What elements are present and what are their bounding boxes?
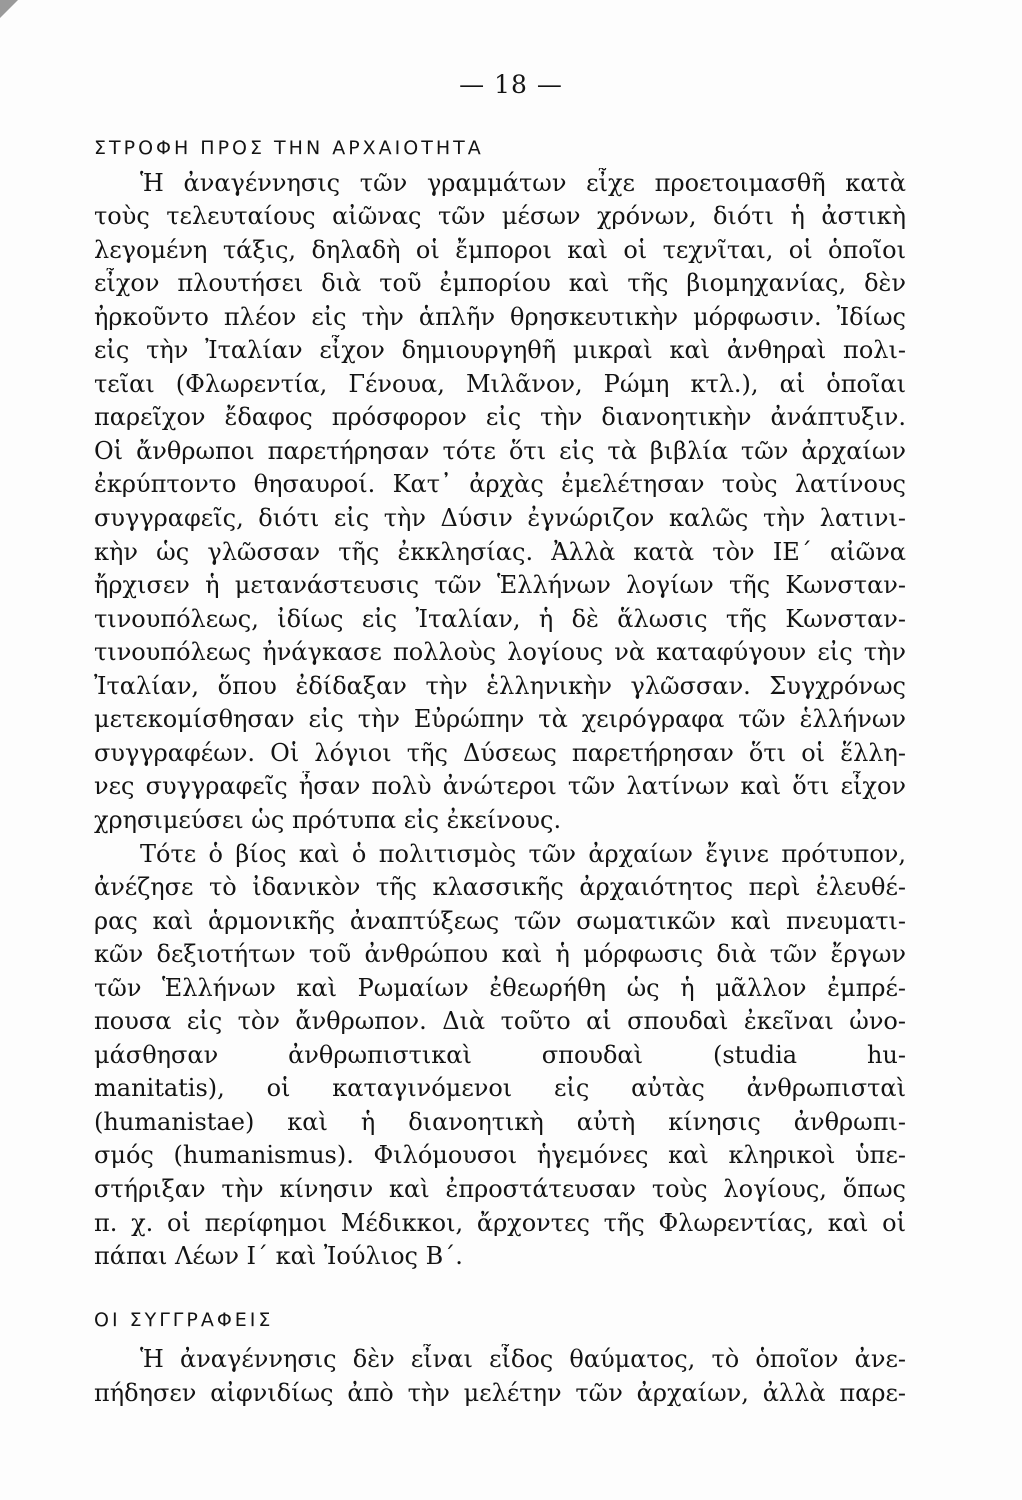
text-line: π. χ. οἱ περίφημοι Μέδικκοι, ἄρχοντες τῆς Φλωρεντίας, καὶ οἱ xyxy=(94,1208,906,1237)
text-line: πήδησεν αἰφνιδίως ἀπὸ τὴν μελέτην τῶν ἀρχαίων, ἀλλὰ παρε- xyxy=(94,1378,906,1407)
text-line: ρας καὶ ἁρμονικῆς ἀναπτύξεως τῶν σωματικῶν καὶ πνευματι- xyxy=(94,906,906,935)
text-line: κὴν ὡς γλῶσσαν τῆς ἐκκλησίας. Ἀλλὰ κατὰ τὸν ΙΕ΄ αἰῶνα xyxy=(94,537,906,566)
text-line: τινουπόλεως ἠνάγκασε πολλοὺς λογίους νὰ καταφύγουν εἰς τὴν xyxy=(94,638,906,667)
text-line: εἰς τὴν Ἰταλίαν εἶχον δημιουργηθῆ μικραὶ καὶ ἀνθηραὶ πολι- xyxy=(94,336,906,365)
text-line: συγγραφέων. Οἱ λόγιοι τῆς Δύσεως παρετήρησαν ὅτι οἱ ἕλλη- xyxy=(94,738,906,767)
text-line: κῶν δεξιοτήτων τοῦ ἀνθρώπου καὶ ἡ μόρφωσις διὰ τῶν ἔργων xyxy=(94,940,906,969)
text-line: μετεκομίσθησαν εἰς τὴν Εὐρώπην τὰ χειρόγραφα τῶν ἑλλήνων xyxy=(94,705,906,734)
text-line: Ἰταλίαν, ὅπου ἐδίδαξαν τὴν ἑλληνικὴν γλῶσσαν. Συγχρόνως xyxy=(94,671,906,700)
text-line: Ἡ ἀναγέννησις τῶν γραμμάτων εἶχε προετοιμασθῆ κατὰ xyxy=(140,168,906,197)
page-number: — 18 — xyxy=(459,70,563,99)
text-line: χρησιμεύσει ὡς πρότυπα εἰς ἐκείνους. xyxy=(94,805,562,834)
text-line: παρεῖχον ἔδαφος πρόσφορον εἰς τὴν διανοητικὴν ἀνάπτυξιν. xyxy=(94,403,906,432)
text-line: (humanistae) καὶ ἡ διανοητικὴ αὐτὴ κίνησις ἀνθρωπι- xyxy=(94,1107,906,1136)
text-line: στήριξαν τὴν κίνησιν καὶ ἐπροστάτευσαν τοὺς λογίους, ὅπως xyxy=(94,1175,906,1203)
text-line: πάπαι Λέων Ι΄ καὶ Ἰούλιος Β΄. xyxy=(94,1242,463,1271)
text-line: συγγραφεῖς, διότι εἰς τὴν Δύσιν ἐγνώριζον καλῶς τὴν λατινι- xyxy=(94,504,906,532)
text-line: τῶν Ἑλλήνων καὶ Ρωμαίων ἐθεωρήθη ὡς ἡ μᾶλλον ἐμπρέ- xyxy=(94,973,906,1002)
section-heading-writers: ΟΙ ΣΥΓΓΡΑΦΕΙΣ xyxy=(94,1309,274,1331)
text-line: manitatis), οἱ καταγινόμενοι εἰς αὐτὰς ἀνθρωπισταὶ xyxy=(94,1074,906,1103)
text-line: σμός (humanismus). Φιλόμουσοι ἡγεμόνες καὶ κληρικοὶ ὑπε- xyxy=(94,1141,906,1170)
text-line: ἤρχισεν ἡ μετανάστευσις τῶν Ἑλλήνων λογίων τῆς Κωνσταν- xyxy=(94,571,906,600)
text-line: Οἱ ἄνθρωποι παρετήρησαν τότε ὅτι εἰς τὰ βιβλία τῶν ἀρχαίων xyxy=(94,436,906,465)
text-line: μάσθησαν ἀνθρωπιστικαὶ σπουδαὶ (studia hu- xyxy=(94,1040,906,1069)
text-line: ἐκρύπτοντο θησαυροί. Κατ᾽ ἀρχὰς ἐμελέτησαν τοὺς λατίνους xyxy=(94,470,906,499)
text-line: τινουπόλεως, ἰδίως εἰς Ἰταλίαν, ἡ δὲ ἅλωσις τῆς Κωνσταν- xyxy=(94,604,906,633)
text-line: λεγομένη τάξις, δηλαδὴ οἱ ἔμποροι καὶ οἱ τεχνῖται, οἱ ὁποῖοι xyxy=(94,235,906,264)
text-line: ἠρκοῦντο πλέον εἰς τὴν ἁπλῆν θρησκευτικὴν μόρφωσιν. Ἰδίως xyxy=(94,302,906,331)
text-line: πουσα εἰς τὸν ἄνθρωπον. Διὰ τοῦτο αἱ σπουδαὶ ἐκεῖναι ὠνο- xyxy=(94,1007,906,1036)
text-line: νες συγγραφεῖς ἦσαν πολὺ ἀνώτεροι τῶν λατίνων καὶ ὅτι εἶχον xyxy=(94,772,906,801)
text-line: τοὺς τελευταίους αἰῶνας τῶν μέσων χρόνων, διότι ἡ ἀστικὴ xyxy=(94,202,906,231)
text-line: τεῖαι (Φλωρεντία, Γένουα, Μιλᾶνον, Ρώμη κτλ.), αἱ ὁποῖαι xyxy=(94,369,906,398)
text-line: ἀνέζησε τὸ ἰδανικὸν τῆς κλασσικῆς ἀρχαιότητος περὶ ἐλευθέ- xyxy=(94,873,906,902)
page-corner-shadow xyxy=(0,0,18,18)
section-heading-revival: ΣΤΡΟΦΗ ΠΡΟΣ ΤΗΝ ΑΡΧΑΙΟΤΗΤΑ xyxy=(94,137,484,159)
text-line: Ἡ ἀναγέννησις δὲν εἶναι εἶδος θαύματος, τὸ ὁποῖον ἀνε- xyxy=(140,1345,906,1373)
text-line: εἶχον πλουτήσει διὰ τοῦ ἐμπορίου καὶ τῆς βιομηχανίας, δὲν xyxy=(94,269,906,298)
text-line: Τότε ὁ βίος καὶ ὁ πολιτισμὸς τῶν ἀρχαίων ἔγινε πρότυπον, xyxy=(140,839,906,868)
